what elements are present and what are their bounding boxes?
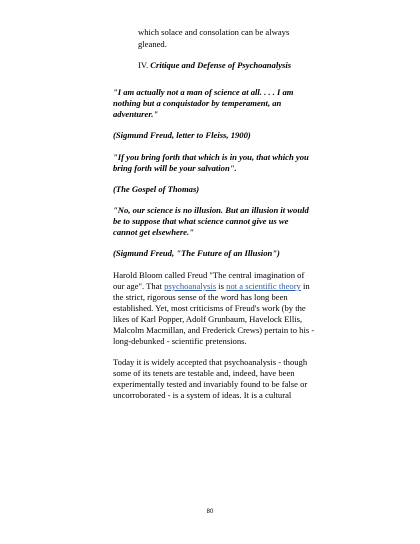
paragraph-line: long-debunked - scientific pretensions. [113,336,247,346]
section-numeral: IV. [138,60,149,70]
paragraph-line: Harold Bloom called Freud "The central imagination of [113,270,305,280]
quote-line: cannot get elsewhere." [113,227,194,237]
quote-line: adventurer." [113,109,159,119]
quote-attribution: (The Gospel of Thomas) [113,184,200,194]
paragraph-line: Today it is widely accepted that psychoanalysis - though [113,357,308,367]
paragraph-line: the strict, rigorous sense of the word has long been [113,292,288,302]
text-run: our age". That [113,281,165,291]
paragraph-line [113,281,310,292]
quote-line: "No, our science is no illusion. But an illusion it would [113,205,309,215]
paragraph-line: some of its tenets are testable and, indeed, have been [113,368,295,378]
section-title: Critique and Defense of Psychoanalysis [150,60,292,70]
text-run: in [300,281,310,291]
continuation-line: which solace and consolation can be always [138,27,290,37]
quote-attribution: (Sigmund Freud, "The Future of an Illusion") [113,248,280,258]
section-heading [138,60,291,71]
quote-line: nothing but a conquistador by temperament, an [113,98,282,108]
continuation-line: gleaned. [138,39,167,49]
quote-line: "I am actually not a man of science at all. . . . I am [113,87,294,97]
quote-line: "If you bring forth that which is in you, that which you [113,152,309,162]
paragraph-line: uncorroborated - is a system of ideas. It is a cultural [113,390,292,400]
paragraph-line: likes of Karl Popper, Adolf Grunbaum, Havelock Ellis, [113,314,303,324]
not-a-scientific-theory-link[interactable]: not a scientific theory [226,281,301,291]
psychoanalysis-link[interactable]: psychoanalysis [164,281,217,291]
paragraph-line: experimentally tested and invariably found to be false or [113,379,308,389]
paragraph-line: Malcolm Macmillan, and Frederick Crews) pertain to his - [113,325,315,335]
paragraph-line: established. Yet, most criticisms of Freud's work (by the [113,303,306,313]
quote-attribution: (Sigmund Freud, letter to Fleiss, 1900) [113,130,251,140]
quote-line: bring forth will be your salvation". [113,163,237,173]
text-run: is [216,281,227,291]
quote-line: be to suppose that what science cannot give us we [113,216,289,226]
page-number: 80 [206,509,214,515]
